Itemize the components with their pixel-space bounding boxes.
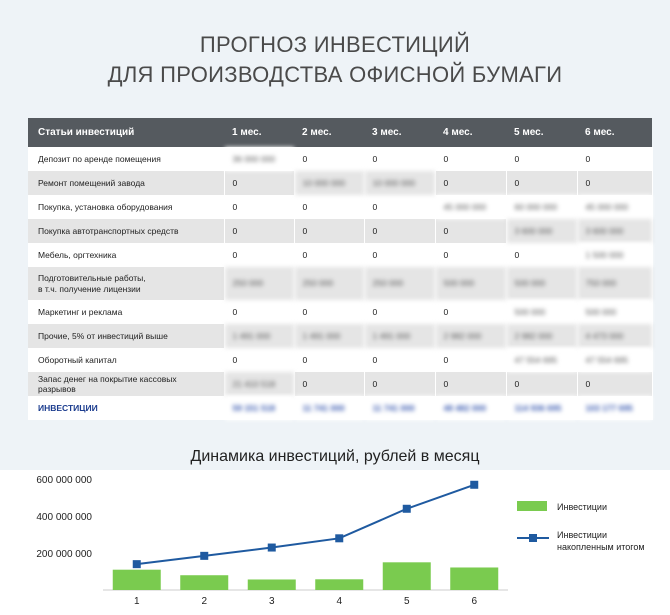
line-point	[133, 560, 141, 568]
row-label-text: Мебель, оргтехника	[38, 250, 117, 260]
table-cell: 750 000	[577, 267, 652, 300]
total-cell: 11 741 000	[294, 396, 364, 420]
table-cell: 250 000	[224, 267, 294, 300]
bar	[450, 567, 498, 590]
table-cell: 45 000 000	[435, 195, 506, 219]
row-label-text: Прочие, 5% от инвестиций выше	[38, 331, 168, 341]
header-cell: 6 мес.	[577, 118, 652, 147]
table-cell: 500 000	[577, 300, 652, 324]
table-cell: 0	[364, 195, 435, 219]
bar	[113, 570, 161, 590]
table-cell: 500 000	[435, 267, 506, 300]
table-cell: 2 982 000	[435, 324, 506, 348]
table-row	[28, 195, 652, 219]
row-label	[28, 324, 224, 348]
table-cell: 0	[294, 195, 364, 219]
title-line-1: ПРОГНОЗ ИНВЕСТИЦИЙ	[199, 32, 471, 57]
table-cell: 0	[364, 372, 435, 396]
table-cell: 45 000 000	[577, 195, 652, 219]
table-cell: 0	[224, 195, 294, 219]
bar	[180, 575, 228, 590]
row-label	[28, 267, 224, 300]
x-tick-label: 2	[201, 596, 208, 607]
table-row	[28, 300, 652, 324]
table-cell: 21 410 518	[224, 372, 294, 396]
table-row	[28, 171, 652, 195]
table-cell: 0	[435, 372, 506, 396]
table-cell: 500 000	[506, 267, 577, 300]
row-label-text: Запас денег на покрытие кассовых разрывов	[38, 374, 177, 394]
table-cell: 0	[224, 171, 294, 195]
table-cell: 0	[364, 243, 435, 267]
row-label	[28, 372, 224, 396]
table-cell: 0	[435, 348, 506, 372]
total-cell: 59 151 518	[224, 396, 294, 420]
cumulative-line	[137, 485, 475, 564]
table-cell: 0	[577, 147, 652, 171]
table-row	[28, 147, 652, 171]
table-cell: 0	[506, 372, 577, 396]
table-cell: 36 000 000	[224, 147, 294, 171]
total-cell: 103 177 695	[577, 396, 652, 420]
y-tick-label: 400 000 000	[36, 512, 92, 524]
table-cell: 0	[435, 243, 506, 267]
x-tick-label: 3	[268, 596, 275, 607]
table-cell: 0	[364, 147, 435, 171]
row-label-text: Депозит по аренде помещения	[38, 154, 161, 164]
row-label	[28, 147, 224, 171]
chart-area	[0, 470, 670, 615]
y-tick-label: 600 000 000	[36, 475, 92, 487]
chart-title: Динамика инвестиций, рублей в месяц	[190, 448, 480, 465]
table-cell: 10 000 000	[364, 171, 435, 195]
table-cell: 0	[435, 219, 506, 243]
table-row	[28, 243, 652, 267]
table-row	[28, 348, 652, 372]
bar	[315, 579, 363, 590]
line-point	[335, 534, 343, 542]
page-title	[0, 30, 670, 90]
table-cell: 0	[577, 372, 652, 396]
table-row	[28, 267, 652, 300]
title-line-2: ДЛЯ ПРОИЗВОДСТВА ОФИСНОЙ БУМАГИ	[107, 62, 563, 87]
legend-line-label-2: накопленным итогом	[557, 542, 645, 552]
x-tick-label: 1	[133, 596, 140, 607]
bar	[383, 562, 431, 590]
table-cell: 1 491 000	[224, 324, 294, 348]
table-cell: 0	[435, 171, 506, 195]
row-label	[28, 243, 224, 267]
x-tick-label: 5	[403, 596, 410, 607]
row-label	[28, 219, 224, 243]
row-label-text: Ремонт помещений завода	[38, 178, 145, 188]
row-label-text: Покупка, установка оборудования	[38, 202, 173, 212]
table-cell: 4 473 000	[577, 324, 652, 348]
table-cell: 0	[294, 300, 364, 324]
total-row	[28, 396, 652, 420]
table-cell: 60 000 000	[506, 195, 577, 219]
row-label	[28, 195, 224, 219]
total-cell: 114 936 695	[506, 396, 577, 420]
table-cell: 47 554 695	[506, 348, 577, 372]
x-tick-label: 6	[471, 596, 478, 607]
row-label-text: Оборотный капитал	[38, 355, 117, 365]
table-cell: 2 982 000	[506, 324, 577, 348]
table-cell: 0	[224, 243, 294, 267]
line-point	[403, 505, 411, 513]
y-tick-label: 200 000 000	[36, 549, 92, 561]
legend-line-marker	[529, 534, 537, 542]
bar	[248, 579, 296, 590]
table-cell: 0	[294, 147, 364, 171]
header-cell: 3 мес.	[364, 118, 435, 147]
row-label-text: Маркетинг и реклама	[38, 307, 123, 317]
table-cell: 0	[294, 243, 364, 267]
header-cell: 1 мес.	[224, 118, 294, 147]
line-point	[470, 481, 478, 489]
total-cell: 11 741 000	[364, 396, 435, 420]
table-cell: 3 600 000	[577, 219, 652, 243]
table-cell: 0	[577, 171, 652, 195]
row-label-text: Подготовительные работы,	[38, 272, 146, 283]
investment-chart	[0, 470, 670, 615]
table-cell: 0	[435, 300, 506, 324]
header-cell: 4 мес.	[435, 118, 506, 147]
table-cell: 0	[364, 300, 435, 324]
table-cell: 0	[294, 372, 364, 396]
table-cell: 47 554 695	[577, 348, 652, 372]
table-cell: 500 000	[506, 300, 577, 324]
table-cell: 0	[435, 147, 506, 171]
row-label	[28, 300, 224, 324]
table-row	[28, 372, 652, 396]
table-cell: 0	[506, 147, 577, 171]
line-point	[200, 552, 208, 560]
table-cell: 1 491 000	[364, 324, 435, 348]
table-cell: 3 600 000	[506, 219, 577, 243]
legend-line-label: Инвестиции	[557, 530, 607, 540]
legend-bar-label: Инвестиции	[557, 502, 607, 512]
table-row	[28, 219, 652, 243]
table-cell: 1 491 000	[294, 324, 364, 348]
table-cell: 0	[294, 348, 364, 372]
table-cell: 0	[294, 219, 364, 243]
table-cell: 0	[224, 348, 294, 372]
table-cell: 0	[364, 219, 435, 243]
total-cell: 48 482 000	[435, 396, 506, 420]
legend-bar-swatch	[517, 501, 547, 511]
table-cell: 0	[224, 219, 294, 243]
investment-table	[28, 118, 652, 420]
x-tick-label: 4	[336, 596, 343, 607]
table-cell: 0	[364, 348, 435, 372]
row-label	[28, 171, 224, 195]
header-cell: 2 мес.	[294, 118, 364, 147]
header-cell: Статьи инвестиций	[28, 118, 224, 147]
row-label-text-2: в т.ч. получение лицензии	[38, 283, 141, 294]
table-row	[28, 324, 652, 348]
table-header-row	[28, 118, 652, 147]
table-cell: 0	[224, 300, 294, 324]
row-label	[28, 348, 224, 372]
table-cell: 250 000	[294, 267, 364, 300]
table-cell: 0	[506, 171, 577, 195]
table-cell: 0	[506, 243, 577, 267]
header-cell: 5 мес.	[506, 118, 577, 147]
row-label-text: Покупка автотранспортных средств	[38, 226, 179, 236]
table-cell: 1 500 000	[577, 243, 652, 267]
table-cell: 250 000	[364, 267, 435, 300]
line-point	[268, 544, 276, 552]
table-cell: 10 000 000	[294, 171, 364, 195]
total-label: ИНВЕСТИЦИИ	[28, 396, 224, 420]
